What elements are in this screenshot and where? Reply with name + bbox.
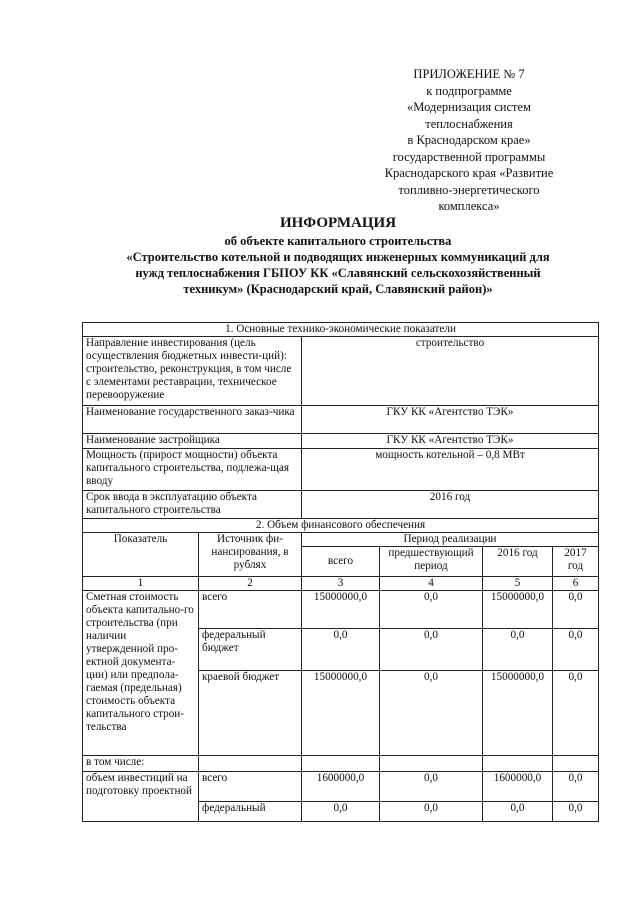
section2-title: 2. Объем финансового обеспечения xyxy=(83,519,599,533)
value-total: 15000000,0 xyxy=(302,591,380,629)
table-row xyxy=(83,491,599,519)
appendix-line: «Модернизация систем xyxy=(407,100,531,114)
appendix-line: в Краснодарском крае» xyxy=(407,133,531,147)
value-2016: 0,0 xyxy=(483,802,553,822)
description-line: нужд теплоснабжения ГБПОУ КК «Славянский сельскохозяйственный xyxy=(135,266,541,280)
column-number: 1 xyxy=(83,577,199,591)
value-previous: 0,0 xyxy=(380,671,483,756)
appendix-line: к подпрограмме xyxy=(426,83,512,98)
section-header-row xyxy=(83,323,599,337)
value-2016: 15000000,0 xyxy=(483,591,553,629)
value-2016: 1600000,0 xyxy=(483,772,553,802)
param-label: Наименование государственного заказ-чика xyxy=(83,406,302,434)
column-number: 3 xyxy=(302,577,380,591)
object-description xyxy=(78,249,598,297)
header-period: Период реализации xyxy=(302,533,599,547)
param-value: строительство xyxy=(302,337,599,406)
column-number: 6 xyxy=(553,577,599,591)
header-2017: 2017 год xyxy=(553,547,599,577)
appendix-line: ПРИЛОЖЕНИЕ № 7 xyxy=(413,67,525,81)
value-previous: 0,0 xyxy=(380,802,483,822)
value-previous: 0,0 xyxy=(380,772,483,802)
including-label: в том числе: xyxy=(83,756,199,772)
value-total: 0,0 xyxy=(302,629,380,671)
source-label: федеральный xyxy=(199,802,302,822)
param-value: мощность котельной – 0,8 МВт xyxy=(302,449,599,491)
value-2017: 0,0 xyxy=(553,802,599,822)
column-number: 5 xyxy=(483,577,553,591)
appendix-line: топливно-энергетического xyxy=(398,182,540,197)
value-2017: 0,0 xyxy=(553,591,599,629)
info-table xyxy=(82,322,599,822)
source-label: всего xyxy=(199,772,302,802)
param-value: ГКУ КК «Агентство ТЭК» xyxy=(302,434,599,449)
table-row xyxy=(83,756,599,772)
value-2017: 0,0 xyxy=(553,671,599,756)
param-label: Наименование застройщика xyxy=(83,434,302,449)
value-total: 15000000,0 xyxy=(302,671,380,756)
value-2016: 15000000,0 xyxy=(483,671,553,756)
source-label: краевой бюджет xyxy=(199,671,302,756)
value-previous: 0,0 xyxy=(380,591,483,629)
source-label: всего xyxy=(199,591,302,629)
table-row xyxy=(83,772,599,802)
value-previous: 0,0 xyxy=(380,629,483,671)
table-row xyxy=(83,591,599,629)
description-line: техникум» (Краснодарский край, Славянский район)» xyxy=(183,282,493,296)
section-header-row xyxy=(83,519,599,533)
header-row xyxy=(83,533,599,547)
value-total: 1600000,0 xyxy=(302,772,380,802)
appendix-line: государственной программы xyxy=(392,149,546,164)
table-row xyxy=(83,434,599,449)
header-indicator: Показатель xyxy=(83,533,199,577)
value-total: 0,0 xyxy=(302,802,380,822)
document-subtitle: об объекте капитального строительства xyxy=(224,234,452,248)
column-number: 4 xyxy=(380,577,483,591)
appendix-line: комплекса» xyxy=(438,199,500,213)
table-row xyxy=(83,337,599,406)
section1-title: 1. Основные технико-экономические показатели xyxy=(83,323,599,337)
param-label: Срок ввода в эксплуатацию объекта капитального строительства xyxy=(83,491,302,519)
table-row xyxy=(83,449,599,491)
value-2017: 0,0 xyxy=(553,629,599,671)
appendix-line: Краснодарского края «Развитие xyxy=(384,166,554,180)
header-previous: предшествующий период xyxy=(380,547,483,577)
design-label: объем инвестиций на подготовку проектной xyxy=(83,772,199,822)
value-2017: 0,0 xyxy=(553,772,599,802)
header-total: всего xyxy=(302,547,380,577)
param-value: ГКУ КК «Агентство ТЭК» xyxy=(302,406,599,434)
param-label: Мощность (прирост мощности) объекта капитального строительства, подлежа-щая вводу xyxy=(83,449,302,491)
param-value: 2016 год xyxy=(302,491,599,519)
value-2016: 0,0 xyxy=(483,629,553,671)
appendix-line: теплоснабжения xyxy=(425,116,513,131)
column-number-row xyxy=(83,577,599,591)
appendix-block xyxy=(372,66,566,215)
header-source: Источник фи-нансирования, в рублях xyxy=(199,533,302,577)
param-label: Направление инвестирования (цель осуществления бюджетных инвести-ций): строительство, реконструкция, в том числе с элементами реставрации, техническое перевооружение xyxy=(83,337,302,406)
table-row xyxy=(83,406,599,434)
source-label: федеральный бюджет xyxy=(199,629,302,671)
column-number: 2 xyxy=(199,577,302,591)
header-2016: 2016 год xyxy=(483,547,553,577)
document-title: ИНФОРМАЦИЯ xyxy=(279,215,397,231)
estimate-label: Сметная стоимость объекта капитально-го строительства (при наличии утвержденной про-ектной документа-ции) или предпола-гаемая (предельная) стоимость объекта капитального строи-тельства xyxy=(83,591,199,756)
description-line: «Строительство котельной и подводящих инженерных коммуникаций для xyxy=(126,250,550,264)
